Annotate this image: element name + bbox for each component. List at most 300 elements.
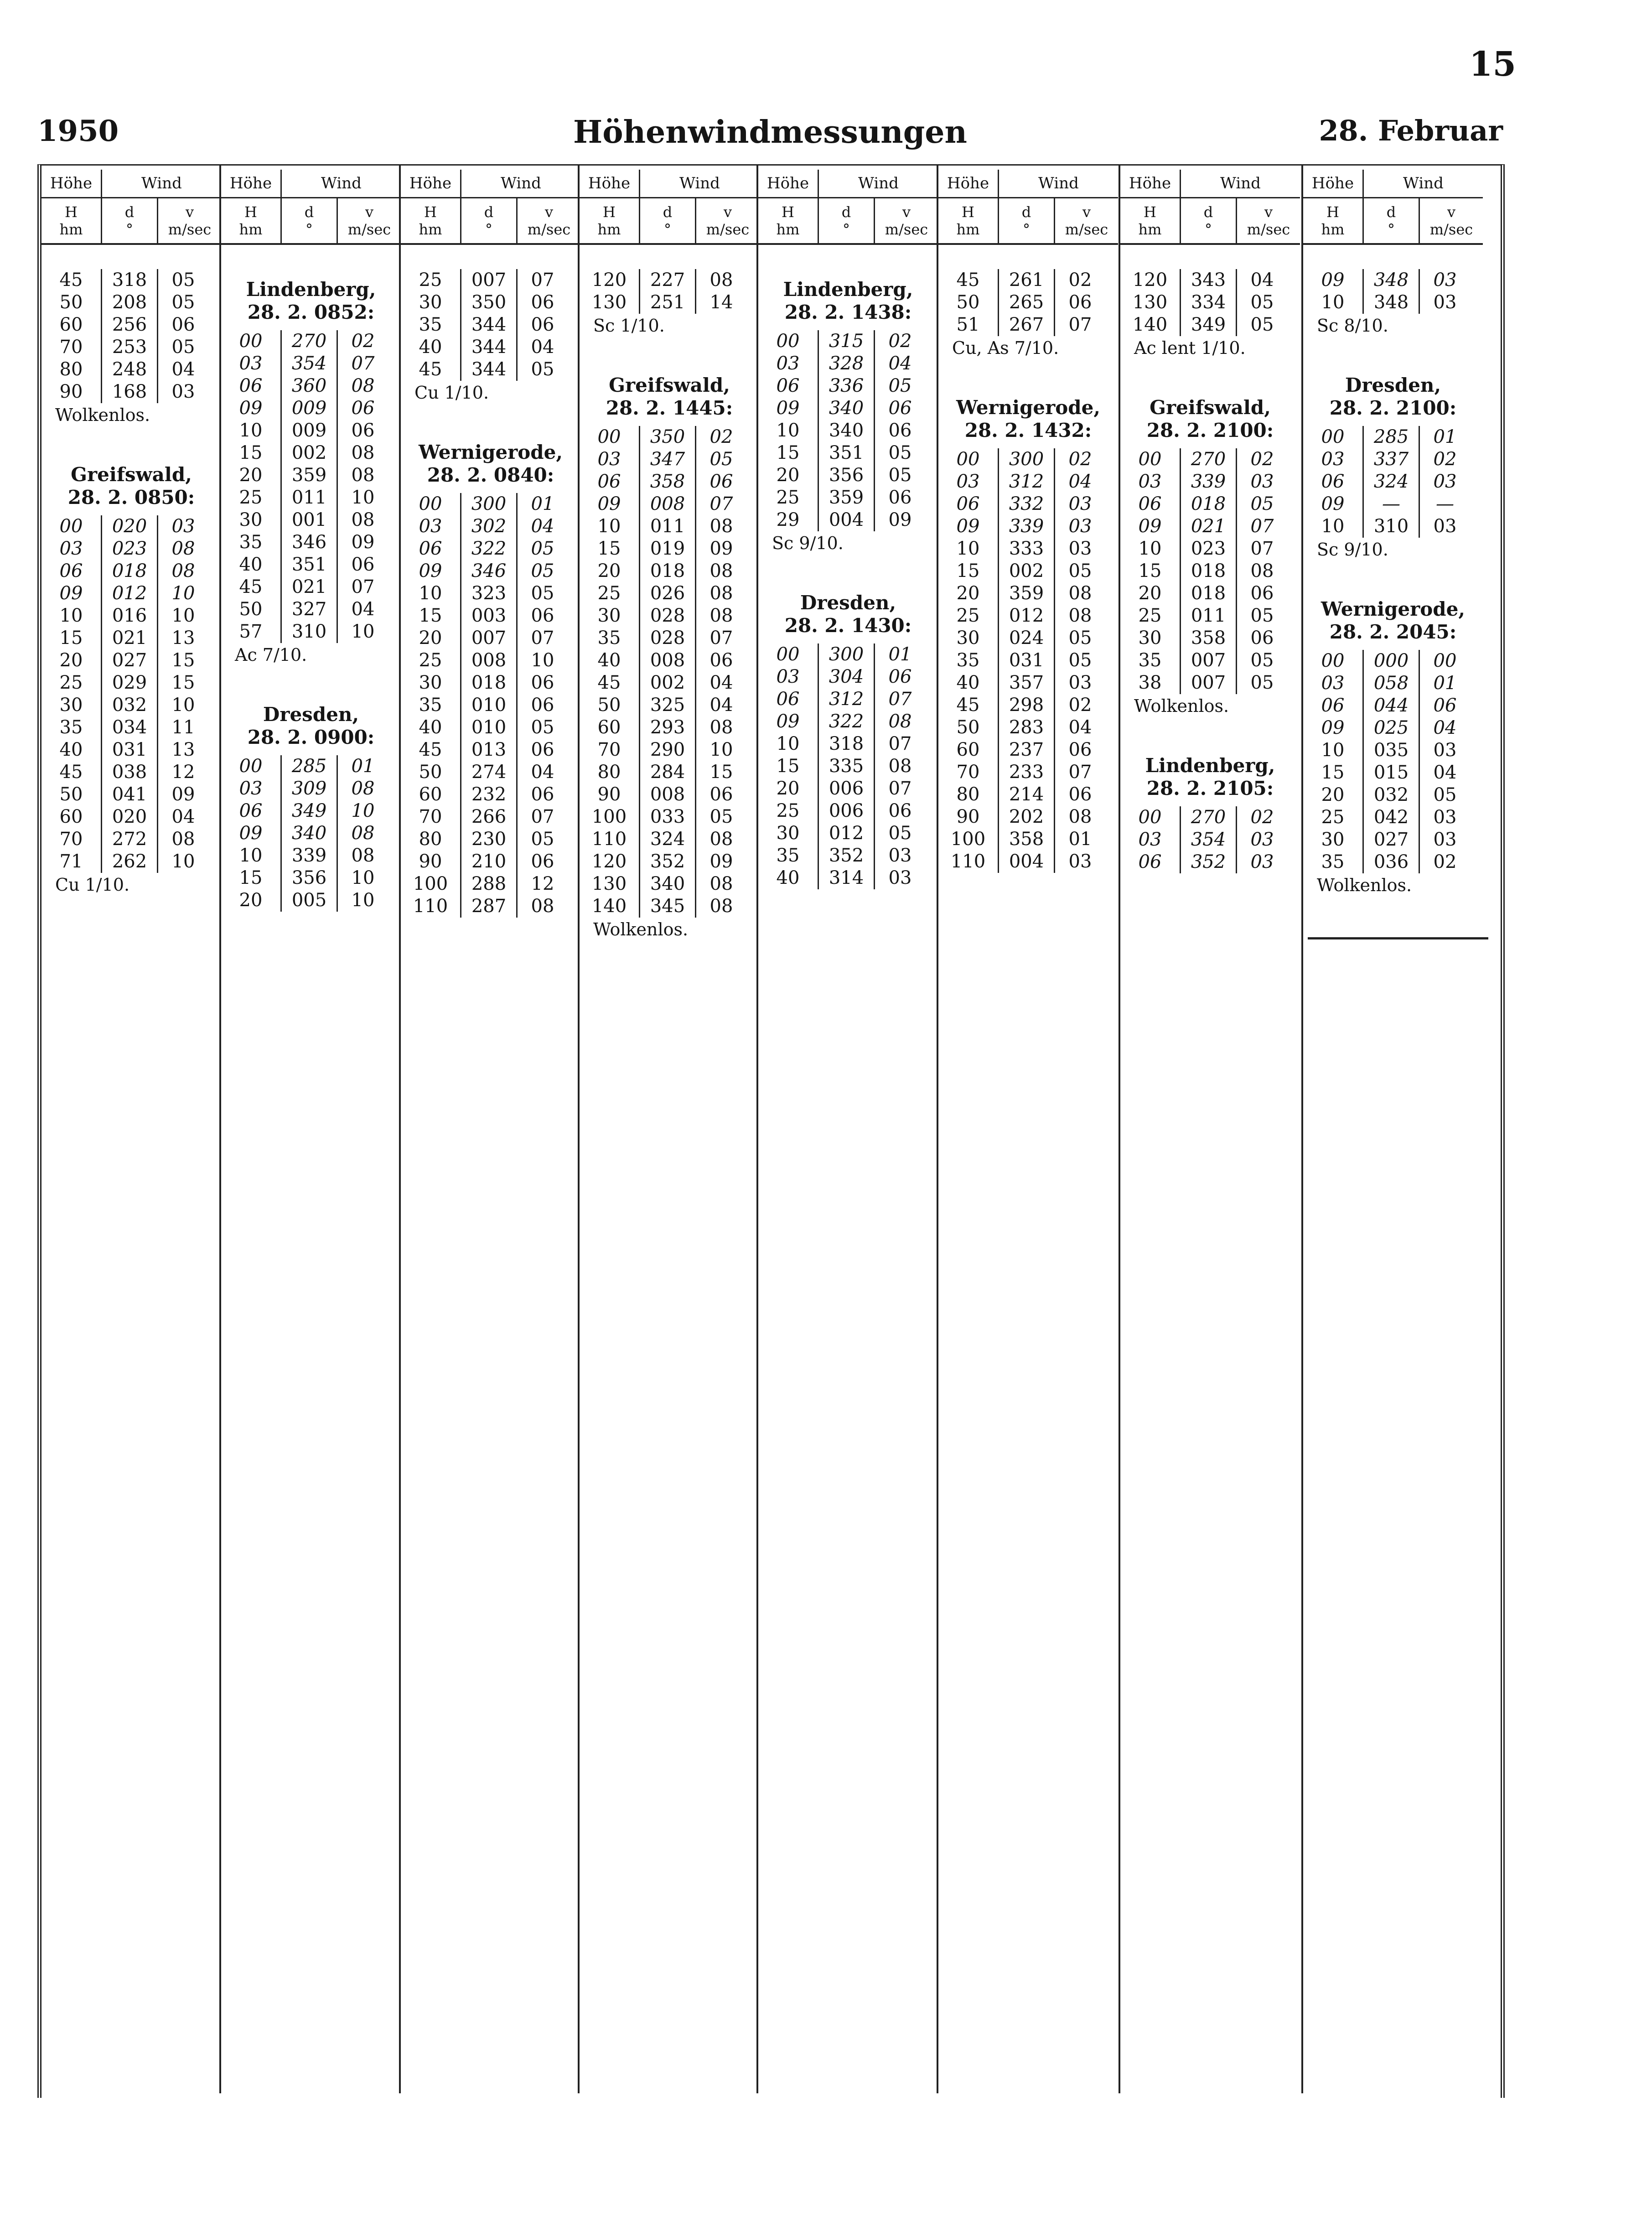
column-header-top: [580, 170, 759, 198]
header-h-label: H: [782, 203, 794, 221]
cloud-note: Wolkenlos.: [1317, 875, 1412, 895]
column-body: [580, 269, 759, 941]
table-row: [41, 694, 221, 716]
speed-value: 08: [351, 845, 375, 866]
direction-value: 346: [460, 560, 518, 582]
block-gap: [938, 360, 1118, 387]
direction-value: 309: [280, 778, 338, 800]
table-row: [758, 711, 938, 733]
header-v-label: v: [185, 203, 194, 221]
direction-value: 032: [101, 694, 158, 716]
direction-value: 290: [639, 739, 696, 761]
table-row: [938, 605, 1118, 627]
height-value: 00: [956, 449, 980, 470]
height-value: 25: [1321, 807, 1345, 828]
header-h: [221, 198, 282, 243]
direction-value: 348: [1362, 269, 1420, 291]
height-value: 20: [597, 560, 621, 581]
height-value: 09: [776, 398, 800, 419]
direction-value: 011: [639, 515, 696, 538]
station-name: Wernigerode,: [1321, 598, 1466, 620]
table-row: [580, 806, 759, 828]
height-value: 70: [419, 806, 442, 827]
table-row: [1303, 851, 1483, 873]
height-value: 25: [597, 583, 621, 604]
header-wind: Wind: [1038, 174, 1079, 192]
table-row: [401, 336, 580, 358]
height-value: 09: [419, 560, 442, 581]
speed-value: 05: [1250, 292, 1274, 313]
speed-value: 05: [1068, 560, 1092, 581]
column-body: [938, 269, 1118, 873]
header-d: [640, 198, 696, 243]
header-hoehe: Höhe: [1120, 170, 1181, 197]
station-time: 28. 2. 1430:: [784, 614, 912, 637]
direction-value: 018: [460, 672, 518, 694]
height-value: 00: [239, 331, 263, 352]
header-v-label: v: [1264, 203, 1273, 221]
direction-value: 293: [639, 716, 696, 739]
table-row: [580, 493, 759, 515]
table-row: [580, 471, 759, 493]
direction-value: 339: [1180, 471, 1237, 493]
column-body: [401, 269, 580, 918]
table-row: [221, 330, 401, 353]
speed-value: 04: [888, 353, 912, 374]
speed-value: 02: [1433, 851, 1457, 872]
header-wind: Wind: [679, 174, 720, 192]
height-value: 20: [239, 890, 263, 911]
height-value: 45: [597, 672, 621, 693]
table-row: [938, 828, 1118, 851]
speed-value: 05: [709, 806, 733, 827]
height-value: 35: [597, 628, 621, 649]
table-row: [41, 784, 221, 806]
table-row: [221, 867, 401, 889]
table-row: [580, 515, 759, 538]
speed-value: 01: [1433, 426, 1457, 447]
height-value: 40: [239, 554, 263, 575]
height-value: 15: [1321, 762, 1345, 783]
header-hm-label: hm: [239, 221, 263, 238]
speed-value: 04: [531, 337, 554, 358]
table-column: [1120, 164, 1300, 2093]
height-value: 06: [1138, 493, 1162, 514]
speed-value: 04: [531, 762, 554, 783]
table-row: [758, 353, 938, 375]
direction-value: 019: [639, 538, 696, 560]
speed-value: 05: [171, 292, 195, 313]
column-header-top: [1120, 170, 1300, 198]
station-name: Wernigerode,: [418, 441, 563, 463]
header-h-label: H: [65, 203, 78, 221]
height-value: 25: [59, 672, 83, 693]
speed-value: 08: [888, 756, 912, 777]
direction-value: 009: [280, 397, 338, 420]
station-name: Dresden,: [263, 703, 359, 726]
header-year: 1950: [37, 114, 119, 148]
direction-value: 021: [280, 576, 338, 598]
table-row: [938, 582, 1118, 605]
header-wind: Wind: [858, 174, 899, 192]
table-row: [938, 761, 1118, 784]
header-d-label: d: [124, 203, 135, 221]
header-hm-label: hm: [1321, 221, 1345, 238]
direction-value: 310: [1362, 515, 1420, 538]
speed-value: 04: [709, 672, 733, 693]
header-h-label: H: [962, 203, 974, 221]
column-header-top: [938, 170, 1118, 198]
height-value: 20: [59, 650, 83, 671]
header-hm-label: hm: [1138, 221, 1162, 238]
header-hoehe: Höhe: [1303, 170, 1364, 197]
header-hm-label: hm: [59, 221, 83, 238]
table-row: [1303, 448, 1483, 471]
header-hm-label: hm: [956, 221, 980, 238]
direction-value: 008: [639, 649, 696, 672]
header-hoehe: Höhe: [41, 170, 102, 197]
speed-value: 07: [351, 353, 375, 374]
header-hoehe: Höhe: [580, 170, 640, 197]
speed-value: 07: [1068, 314, 1092, 335]
speed-value: 03: [1068, 672, 1092, 693]
direction-value: 354: [280, 353, 338, 375]
table-row: [1120, 448, 1300, 471]
direction-value: 328: [818, 353, 875, 375]
header-d: [999, 198, 1055, 243]
speed-value: 03: [1250, 829, 1274, 850]
direction-value: 007: [1180, 672, 1237, 694]
table-row: [221, 442, 401, 464]
table-row: [41, 381, 221, 403]
table-row: [938, 448, 1118, 471]
table-row: [1303, 739, 1483, 762]
direction-value: 012: [101, 582, 158, 605]
column-body: [758, 269, 938, 889]
direction-value: 284: [639, 761, 696, 784]
height-value: 00: [1321, 426, 1345, 447]
speed-value: 05: [171, 337, 195, 358]
header-deg-label: °: [664, 221, 671, 238]
speed-value: 05: [1250, 672, 1274, 693]
speed-value: 08: [709, 873, 733, 894]
column-header-units: [580, 198, 759, 245]
height-value: 30: [419, 292, 442, 313]
header-d-label: d: [1021, 203, 1031, 221]
direction-value: 011: [280, 487, 338, 509]
direction-value: 323: [460, 582, 518, 605]
direction-value: 041: [101, 784, 158, 806]
table-row: [401, 493, 580, 515]
direction-value: 028: [639, 605, 696, 627]
table-row: [758, 688, 938, 711]
direction-value: 358: [1180, 627, 1237, 649]
height-value: 30: [956, 628, 980, 649]
table-row: [401, 314, 580, 336]
height-value: 70: [59, 829, 83, 850]
header-d-label: d: [663, 203, 673, 221]
direction-value: 332: [998, 493, 1055, 515]
table-row: [401, 784, 580, 806]
direction-value: 007: [1180, 649, 1237, 672]
cloud-note: Sc 9/10.: [1317, 540, 1388, 560]
height-value: 00: [239, 756, 263, 777]
speed-value: 07: [531, 628, 554, 649]
direction-value: 302: [460, 515, 518, 538]
table-row: [1120, 269, 1300, 291]
speed-value: 05: [531, 583, 554, 604]
speed-value: 01: [888, 644, 912, 665]
table-row: [401, 605, 580, 627]
speed-value: 11: [171, 717, 195, 738]
station-time: 28. 2. 2100:: [1146, 419, 1274, 441]
speed-value: 06: [709, 784, 733, 805]
column-header-top: [41, 170, 221, 198]
height-value: 20: [1138, 583, 1162, 604]
height-value: 100: [413, 873, 448, 894]
table-row: [1120, 471, 1300, 493]
direction-value: 058: [1362, 672, 1420, 695]
speed-value: 10: [351, 867, 375, 888]
direction-value: 339: [998, 515, 1055, 538]
table-row: [938, 515, 1118, 538]
header-date: 28. Februar: [1319, 114, 1503, 147]
header-d: [819, 198, 875, 243]
header-hoehe: Höhe: [401, 170, 461, 197]
height-value: 10: [239, 845, 263, 866]
block-gap: [1120, 360, 1300, 387]
table-row: [41, 538, 221, 560]
speed-value: 01: [1433, 673, 1457, 694]
height-value: 100: [591, 806, 627, 827]
table-row: [401, 269, 580, 291]
cloud-note: Cu, As 7/10.: [952, 338, 1059, 358]
table-row: [938, 560, 1118, 582]
direction-value: 008: [460, 649, 518, 672]
direction-value: 002: [280, 442, 338, 464]
header-ms-label: m/sec: [1429, 221, 1473, 238]
direction-value: 031: [101, 739, 158, 761]
height-value: 35: [419, 314, 442, 335]
table-row: [401, 582, 580, 605]
header-d-label: d: [1203, 203, 1213, 221]
column-header-units: [1303, 198, 1483, 245]
direction-value: 012: [818, 822, 875, 845]
station-name: Lindenberg,: [246, 278, 376, 301]
height-value: 29: [776, 509, 800, 530]
height-value: 00: [1138, 807, 1162, 828]
header-deg-label: °: [1205, 221, 1212, 238]
speed-value: 04: [1250, 270, 1274, 291]
speed-value: 06: [351, 554, 375, 575]
direction-value: 232: [460, 784, 518, 806]
table-row: [1120, 829, 1300, 851]
speed-value: 03: [171, 516, 195, 537]
speed-value: 06: [351, 420, 375, 441]
height-value: 10: [597, 516, 621, 537]
direction-value: 267: [998, 314, 1055, 336]
header-deg-label: °: [843, 221, 850, 238]
height-value: 15: [956, 560, 980, 581]
speed-value: 07: [1250, 516, 1274, 537]
direction-value: 324: [1362, 471, 1420, 493]
header-h: [938, 198, 999, 243]
header-d: [102, 198, 158, 243]
table-row: [401, 627, 580, 649]
speed-value: 04: [351, 599, 375, 620]
speed-value: 05: [1068, 628, 1092, 649]
table-row: [580, 851, 759, 873]
table-row: [221, 554, 401, 576]
column-body: [41, 269, 221, 897]
station-name: Greifswald,: [609, 374, 730, 396]
table-row: [1303, 269, 1483, 291]
column-header-units: [1120, 198, 1300, 245]
height-value: 35: [1321, 851, 1345, 872]
table-row: [41, 560, 221, 582]
direction-value: 359: [280, 464, 338, 487]
height-value: 15: [776, 756, 800, 777]
height-value: 00: [597, 426, 621, 447]
header-deg-label: °: [1388, 221, 1395, 238]
speed-value: 13: [171, 739, 195, 760]
direction-value: 002: [998, 560, 1055, 582]
speed-value: 06: [351, 398, 375, 419]
height-value: 60: [59, 314, 83, 335]
header-ms-label: m/sec: [1065, 221, 1108, 238]
cloud-note: Sc 8/10.: [1317, 316, 1388, 336]
table-row: [221, 822, 401, 845]
header-d-label: d: [1386, 203, 1396, 221]
speed-value: 08: [709, 560, 733, 581]
height-value: 120: [591, 270, 627, 291]
speed-value: 08: [709, 896, 733, 917]
height-value: 90: [419, 851, 442, 872]
height-value: 25: [1138, 605, 1162, 626]
height-value: 57: [239, 621, 263, 642]
height-value: 25: [776, 800, 800, 821]
height-value: 140: [1132, 314, 1168, 335]
height-value: 06: [239, 800, 263, 821]
speed-value: 08: [351, 375, 375, 396]
height-value: 51: [956, 314, 980, 335]
speed-value: 03: [1068, 538, 1092, 559]
table-row: [1120, 538, 1300, 560]
header-v: [1237, 198, 1300, 243]
speed-value: 07: [531, 270, 554, 291]
table-row: [758, 509, 938, 531]
height-value: 50: [59, 784, 83, 805]
direction-value: 346: [280, 531, 338, 554]
header-hm-label: hm: [776, 221, 800, 238]
table-row: [401, 649, 580, 672]
direction-value: 337: [1362, 448, 1420, 471]
table-row: [41, 739, 221, 761]
table-row: [401, 291, 580, 314]
height-value: 35: [776, 845, 800, 866]
height-value: 03: [1321, 673, 1345, 694]
header-h: [1120, 198, 1181, 243]
page-number: 15: [1469, 45, 1516, 84]
table-row: [41, 828, 221, 851]
table-row: [41, 336, 221, 358]
table-row: [758, 755, 938, 778]
station-name: Lindenberg,: [783, 278, 913, 301]
speed-value: 08: [531, 896, 554, 917]
station-time: 28. 2. 1438:: [784, 301, 912, 323]
table-row: [758, 330, 938, 353]
header-hoehe: Höhe: [221, 170, 282, 197]
height-value: 38: [1138, 672, 1162, 693]
table-row: [41, 269, 221, 291]
table-column: [938, 164, 1118, 2093]
table-row: [221, 353, 401, 375]
speed-value: 04: [1068, 471, 1092, 492]
block-gap: [580, 337, 759, 365]
station-name: Dresden,: [1345, 374, 1441, 396]
speed-value: 08: [351, 465, 375, 486]
height-value: 15: [1138, 560, 1162, 581]
table-row: [401, 873, 580, 895]
table-row: [221, 420, 401, 442]
height-value: 09: [597, 493, 621, 514]
speed-value: 10: [709, 739, 733, 760]
speed-value: 06: [888, 420, 912, 441]
speed-value: 03: [1068, 851, 1092, 872]
table-row: [1120, 515, 1300, 538]
height-value: 45: [419, 739, 442, 760]
table-row: [221, 889, 401, 912]
speed-value: 08: [171, 560, 195, 581]
direction-value: 018: [1180, 582, 1237, 605]
speed-value: 10: [531, 650, 554, 671]
table-row: [41, 649, 221, 672]
speed-value: 14: [709, 292, 733, 313]
header-h: [401, 198, 461, 243]
speed-value: 06: [531, 292, 554, 313]
direction-value: 251: [639, 291, 696, 314]
height-value: 50: [956, 292, 980, 313]
table-row: [401, 694, 580, 716]
header-h: [580, 198, 640, 243]
height-value: 03: [1321, 449, 1345, 470]
speed-value: 02: [1250, 449, 1274, 470]
direction-value: 018: [101, 560, 158, 582]
height-value: 25: [776, 487, 800, 508]
direction-value: 002: [639, 672, 696, 694]
speed-value: 06: [531, 784, 554, 805]
direction-value: 351: [818, 442, 875, 464]
table-row: [401, 560, 580, 582]
speed-value: 09: [351, 532, 375, 553]
speed-value: 06: [709, 650, 733, 671]
direction-value: 322: [818, 711, 875, 733]
direction-value: 036: [1362, 851, 1420, 873]
height-value: 25: [419, 270, 442, 291]
speed-value: 04: [1433, 762, 1457, 783]
header-ms-label: m/sec: [1247, 221, 1290, 238]
height-value: 35: [239, 532, 263, 553]
height-value: 06: [59, 560, 83, 581]
height-value: 03: [1138, 471, 1162, 492]
table-row: [41, 515, 221, 538]
cloud-note: Wolkenlos.: [593, 919, 689, 939]
speed-value: 06: [709, 471, 733, 492]
header-ms-label: m/sec: [168, 221, 212, 238]
speed-value: 02: [351, 331, 375, 352]
table-column: [758, 164, 938, 2093]
direction-value: 312: [818, 688, 875, 711]
